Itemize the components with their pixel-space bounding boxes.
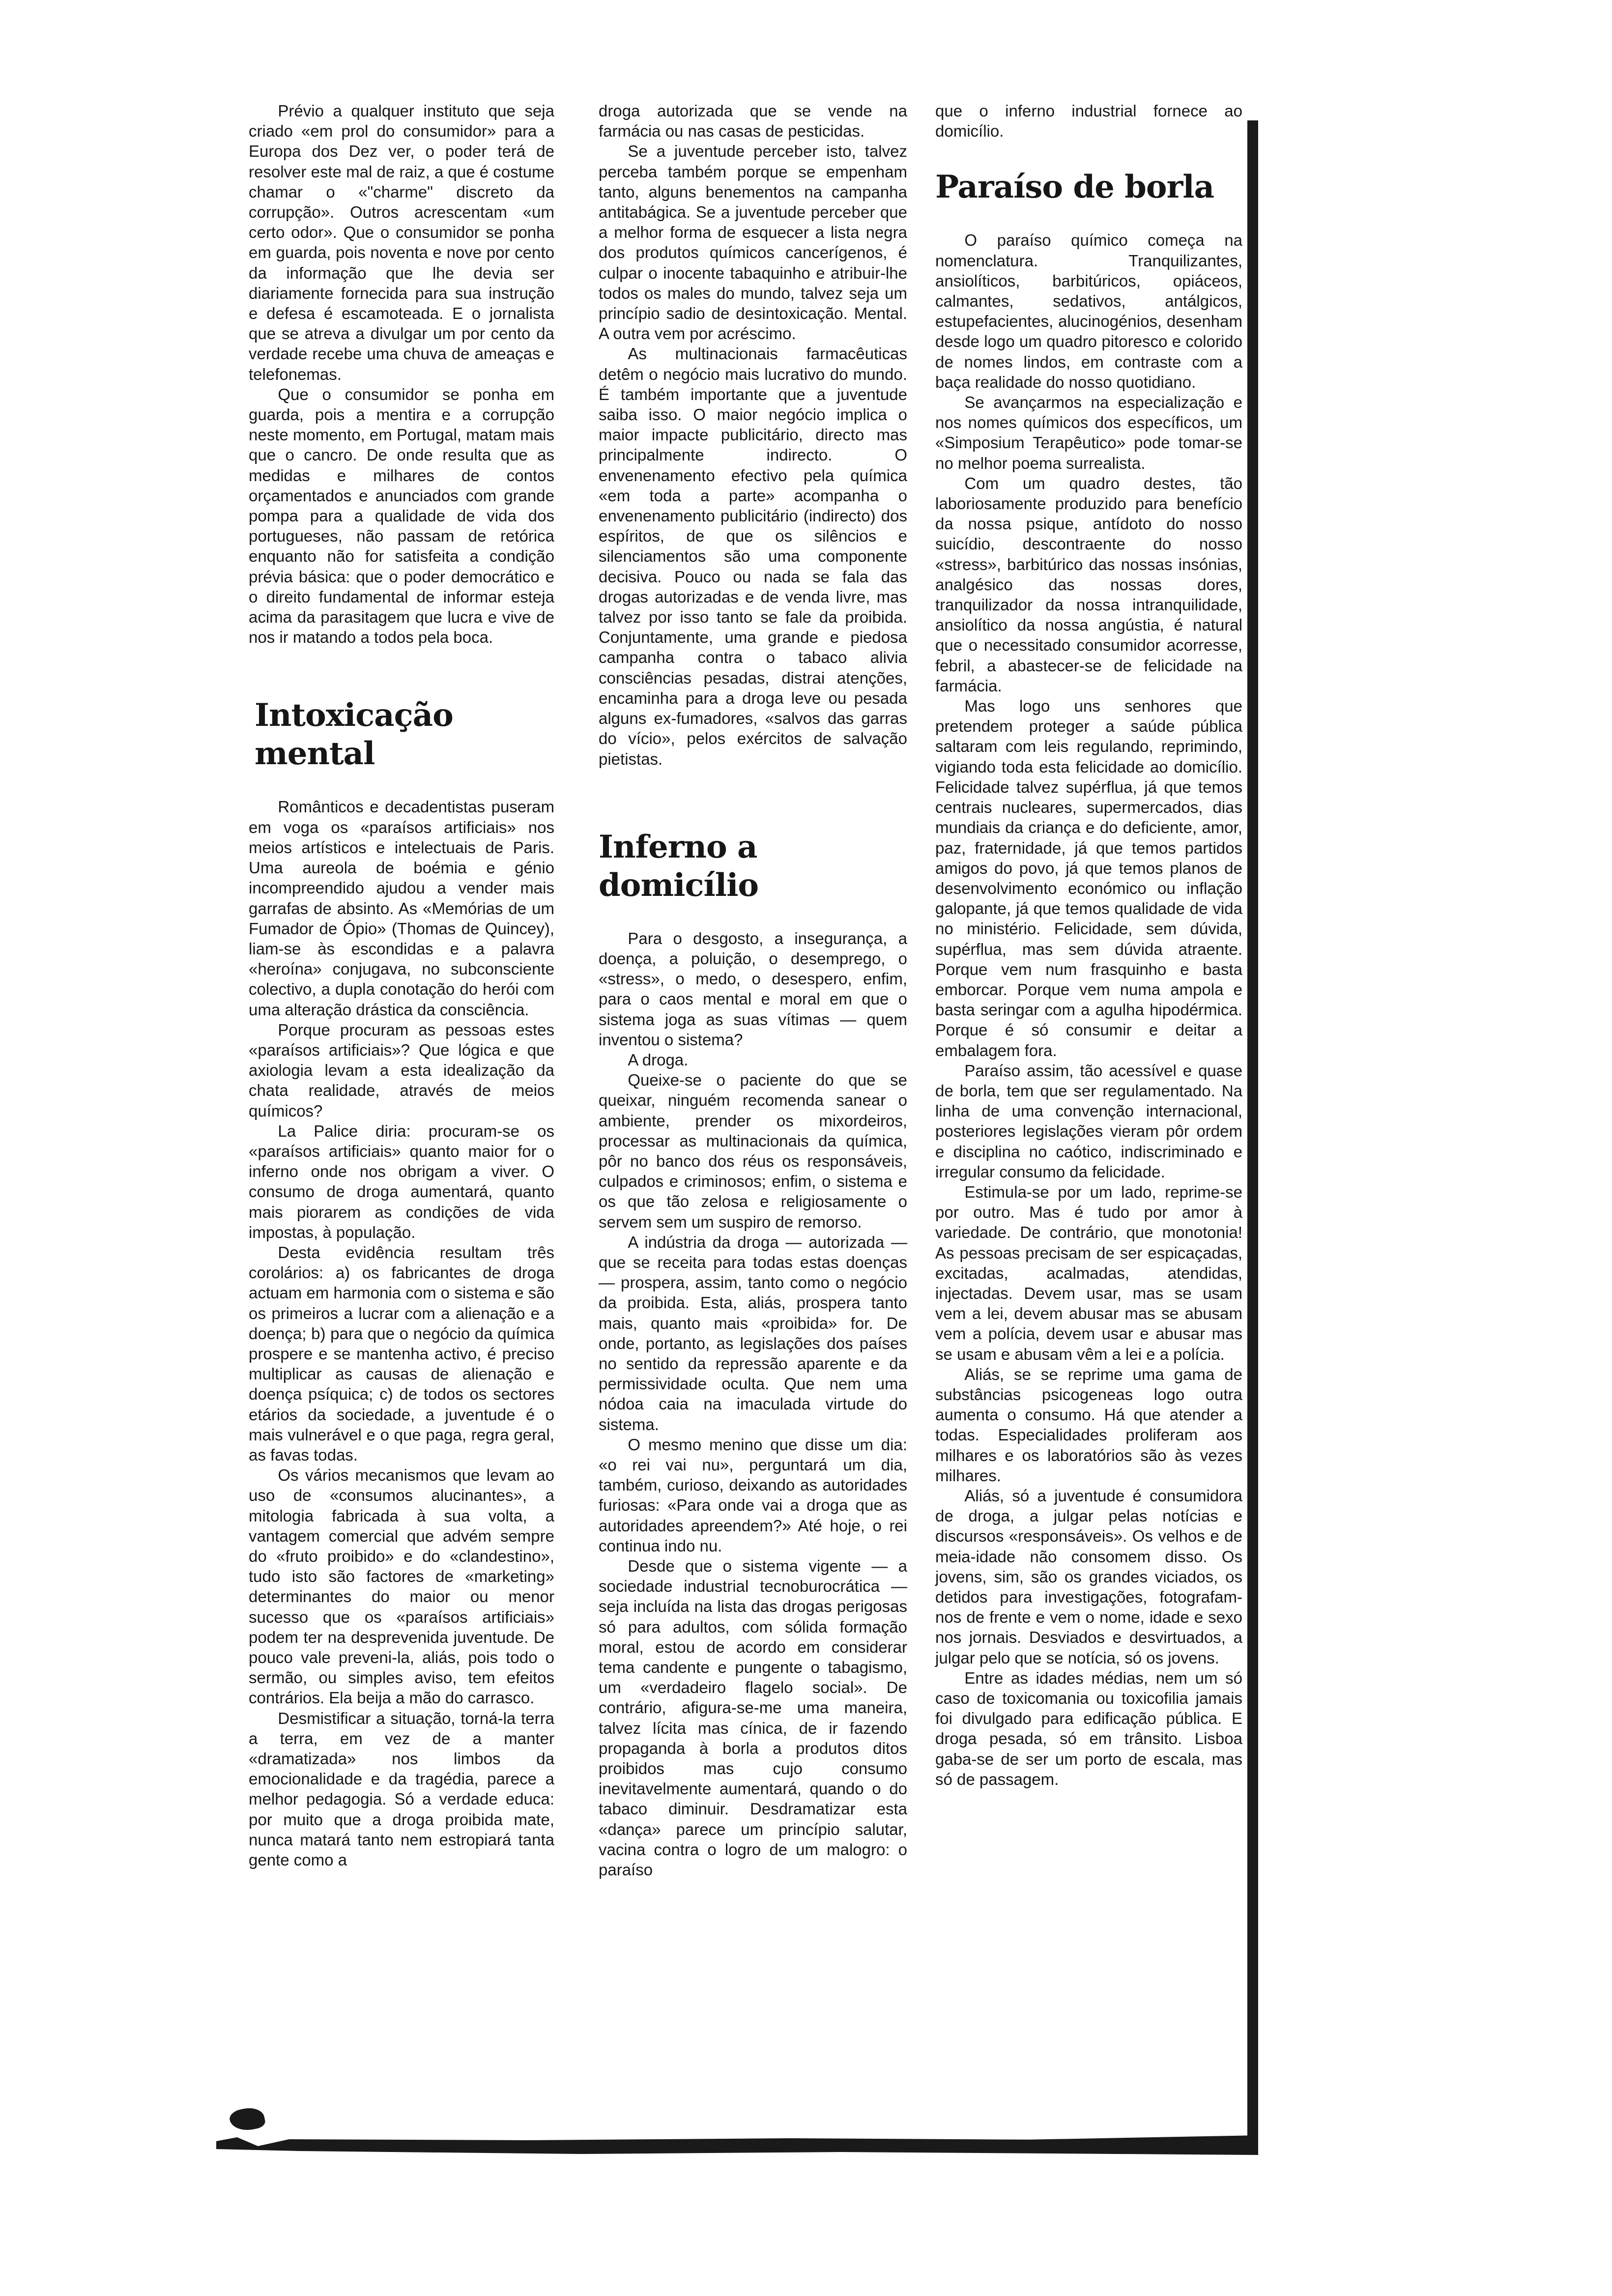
paragraph: Os vários mecanismos que levam ao uso de «consumos alucinantes», a mitologia fabricada à sua volta, a vantagem comercial que advém sempre do «fruto proibido» e do «clandestino», tudo isto são factores de «marketing» determinantes do maior ou menor sucesso que os «paraísos artificiais» podem ter na desprevenida juventude. De pouco vale preveni-la, aliás, pois todo o sermão, ou simples aviso, tem efeitos contrários. Ela beija a mão do carrasco. [249, 1466, 554, 1707]
paragraph: Mas logo uns senhores que pretendem proteger a saúde pública saltaram com leis regulando, reprimindo, vigiando toda esta felicidade ao domicílio. Felicidade talvez supérflua, já que temos centrais nucleares, supermercados, dias mundiais da criança e do deficiente, amor, paz, fraternidade, já que temos partidos amigos do povo, já que temos planos de desenvolvimento económico ou inflação galopante, já que temos qualidade de vida no ministério. Felicidade, sem dúvida, supérflua, mas sem dúvida atraente. Porque vem num frasquinho e basta emborcar. Porque vem numa ampola e basta seringar com a agulha hipodérmica. Porque é só consumir e deitar a embalagem fora. [935, 697, 1242, 1060]
paragraph: A indústria da droga — autorizada — que se receita para todas estas doenças — prospera, assim, tanto como o negócio da proibida. Esta, aliás, prospera tanto mais, quanto mais «proibida» for. De onde, portanto, as legislações dos países no sentido da repressão aparente e da permissividade oculta. Que nem uma nódoa caia na imaculada virtude do sistema. [599, 1233, 907, 1434]
paragraph: Românticos e decadentistas puseram em voga os «paraísos artificiais» nos meios artísticos e intelectuais de Paris. Uma aureola de boémia e génio incompreendido ajudou a vender mais garrafas de absinto. As «Memórias de um Fumador de Ópio» (Thomas de Quincey), liam-se às escondidas e a palavra «heroína» conjugava, no subconsciente colectivo, a dupla conotação do herói com uma alteração drástica da consciência. [249, 798, 554, 1019]
section-heading: Inferno a domicílio [599, 828, 759, 904]
column-3 [935, 101, 1242, 1789]
paragraph: Aliás, só a juventude é consumidora de droga, a julgar pelas notícias e discursos «responsáveis». Os velhos e de meia-idade não consomem disso. Os jovens, sim, são os grandes viciados, os detidos para investigações, fotografam-nos de frente e vem o nome, idade e sexo nos jornais. Desviados e desvirtuados, a julgar pelo que se notícia, só os jovens. [935, 1487, 1242, 1667]
paragraph: O paraíso químico começa na nomenclatura. Tranquilizantes, ansiolíticos, barbitúricos, opiáceos, calmantes, sedativos, antálgicos, estupefacientes, alucinogénios, desenham desde logo um quadro pitoresco e colorido de nomes lindos, em contraste com a baça realidade do nosso quotidiano. [935, 231, 1242, 391]
paragraph: O mesmo menino que disse um dia: «o rei vai nu», perguntará um dia, também, curioso, deixando as autoridades furiosas: «Para onde vai a droga que as autoridades apreendem?» Até hoje, o rei continua indo nu. [599, 1435, 907, 1555]
paragraph: droga autorizada que se vende na farmácia ou nas casas de pesticidas. [599, 102, 907, 141]
column-1 [249, 101, 554, 1870]
paragraph: Queixe-se o paciente do que se queixar, ninguém recomenda sanear o ambiente, prender os mixordeiros, processar as multinacionais da química, pôr no banco dos réus os responsáveis, culpados e criminosos; enfim, o sistema e os que tão zelosa e religiosamente o servem sem um suspiro de remorso. [599, 1071, 907, 1231]
paragraph: Desta evidência resultam três corolários: a) os fabricantes de droga actuam em harmonia com o sistema e são os primeiros a lucrar com a alienação e a doença; b) para que o negócio da química prospere e se mantenha activo, é preciso multiplicar as causas de alienação e doença psíquica; c) de todos os sectores etários da sociedade, a juventude é o mais vulnerável e o que paga, regra geral, as favas todas. [249, 1243, 554, 1464]
section-heading: Intoxicação mental [255, 697, 453, 773]
paragraph: Paraíso assim, tão acessível e quase de borla, tem que ser regulamentado. Na linha de uma convenção internacional, posteriores legislações vieram pôr ordem e disciplina no caótico, indiscriminado e irregular consumo da felicidade. [935, 1061, 1242, 1181]
paragraph: Que o consumidor se ponha em guarda, pois a mentira e a corrupção neste momento, em Portugal, matam mais que o cancro. De onde resulta que as medidas e milhares de contos orçamentados e anunciados com grande pompa para a qualidade de vida dos portugueses, não passam de retórica enquanto não for satisfeita a condição prévia básica: que o poder democrático e o direito fundamental de informar esteja acima da parasitagem que lucra e vive de nos ir matando a todos pela boca. [249, 385, 554, 647]
section-heading: Paraíso de borla [935, 169, 1214, 206]
paragraph: Entre as idades médias, nem um só caso de toxicomania ou toxicofilia jamais foi divulgado para edificação pública. E droga pesada, só em trânsito. Lisboa gaba-se de ser um porto de escala, mas só de passagem. [935, 1668, 1242, 1788]
print-edge-bottom [216, 2135, 1258, 2155]
paragraph: Prévio a qualquer instituto que seja criado «em prol do consumidor» para a Europa dos Dez ver, o poder terá de resolver este mal de raiz, a que é costume chamar o «"charme" discreto da corrupção». Outros acrescentam «um certo odor». Que o consumidor se ponha em guarda, pois noventa e nove por cento da informação que lhe devia ser diariamente fornecida para sua instrução e defesa é escamoteada. E o jornalista que se atreva a divulgar um por cento da verdade recebe uma chuva de ameaças e telefonemas. [249, 102, 554, 383]
column-2 [599, 101, 907, 1880]
paragraph: Se avançarmos na especialização e nos nomes químicos dos específicos, um «Simposium Terapêutico» pode tomar-se no melhor poema surrealista. [935, 393, 1242, 472]
paragraph: Com um quadro destes, tão laboriosamente produzido para benefício da nossa psique, antídoto do nosso suicídio, descontraente do nosso «stress», barbitúrico das nossas insónias, analgésico das nossas dores, tranquilizador da nossa intranquilidade, ansiolítico da nossa angústia, é natural que o necessitado consumidor acorresse, febril, a abastecer-se de felicidade na farmácia. [935, 474, 1242, 695]
paragraph: La Palice diria: procuram-se os «paraísos artificiais» quanto maior for o inferno onde nos obrigam a viver. O consumo de droga aumentará, quanto mais piorarem as condições de vida impostas, à população. [249, 1121, 554, 1241]
paragraph: A droga. [628, 1050, 689, 1069]
paragraph: As multinacionais farmacêuticas detêm o negócio mais lucrativo do mundo. É também importante que a juventude saiba isso. O maior negócio implica o maior impacte publicitário, directo mas principalmente indirecto. O envenenamento efectivo pela química «em toda a parte» acompanha o envenenamento publicitário (indirecto) dos espíritos, de que os silêncios e silenciamentos são uma componente decisiva. Pouco ou nada se fala das drogas autorizadas e de venda livre, mas talvez por isso tanto se fale da proibida. Conjuntamente, uma grande e piedosa campanha contra o tabaco alivia consciências pesadas, distrai atenções, encaminha para a droga leve ou pesada alguns ex-fumadores, «salvos das garras do vício», pelos exércitos de salvação pietistas. [599, 344, 907, 768]
paragraph: Desmistificar a situação, torná-la terra a terra, em vez de a manter «dramatizada» nos limbos da emocionalidade e da tragédia, parece a melhor pedagogia. Só a verdade educa: por muito que a droga proibida mate, nunca matará tanto nem estropiará tanta gente como a [249, 1709, 554, 1869]
paragraph: Se a juventude perceber isto, talvez perceba também porque se empenham tanto, alguns benementos na campanha antitabágica. Se a juventude perceber que a melhor forma de esquecer a lista negra dos produtos químicos cancerígenos, é culpar o inocente tabaquinho e atribuir-lhe todos os males do mundo, talvez seja um princípio sadio de desintoxicação. Mental. A outra vem por acréscimo. [599, 142, 907, 343]
paragraph: Porque procuram as pessoas estes «paraísos artificiais»? Que lógica e que axiologia levam a esta idealização da chata realidade, através de meios químicos? [249, 1020, 554, 1120]
paragraph: Aliás, se se reprime uma gama de substâncias psicogeneas logo outra aumenta o consumo. Há que atender a todas. Especialidades proliferam aos milhares e os laboratórios são às vezes milhares. [935, 1365, 1242, 1485]
paragraph: Estimula-se por um lado, reprime-se por outro. Mas é tudo por amor à variedade. De contrário, que monotonia! As pessoas precisam de ser espicaçadas, excitadas, acalmadas, atendidas, injectadas. Devem usar, mas se usam vem a lei, devem abusar mas se abusam vem a polícia, devem usar e abusar mas se usam e abusam vêm a lei e a polícia. [935, 1182, 1242, 1363]
paragraph: que o inferno industrial fornece ao domicílio. [935, 102, 1242, 141]
paragraph: Para o desgosto, a insegurança, a doença, a poluição, o desemprego, o «stress», o medo, o desespero, enfim, para o caos mental e moral em que o sistema joga as suas vítimas — quem inventou o sistema? [599, 929, 907, 1049]
print-edge-vertical [1247, 120, 1258, 2150]
ink-smudge [228, 2105, 266, 2134]
paragraph: Desde que o sistema vigente — a sociedade industrial tecnoburocrática — seja incluída na lista das drogas perigosas só para adultos, com sólida formação moral, estou de acordo em considerar tema candente e pungente o tabagismo, um «verdadeiro flagelo social». De contrário, afigura-se-me uma maneira, talvez lícita mas cínica, de ir fazendo propaganda à borla a produtos ditos proibidos mas cujo consumo inevitavelmente aumentará, quando o do tabaco diminuir. Desdramatizar esta «dança» parece um princípio salutar, vacina contra o logro de um malogro: o paraíso [599, 1557, 907, 1879]
